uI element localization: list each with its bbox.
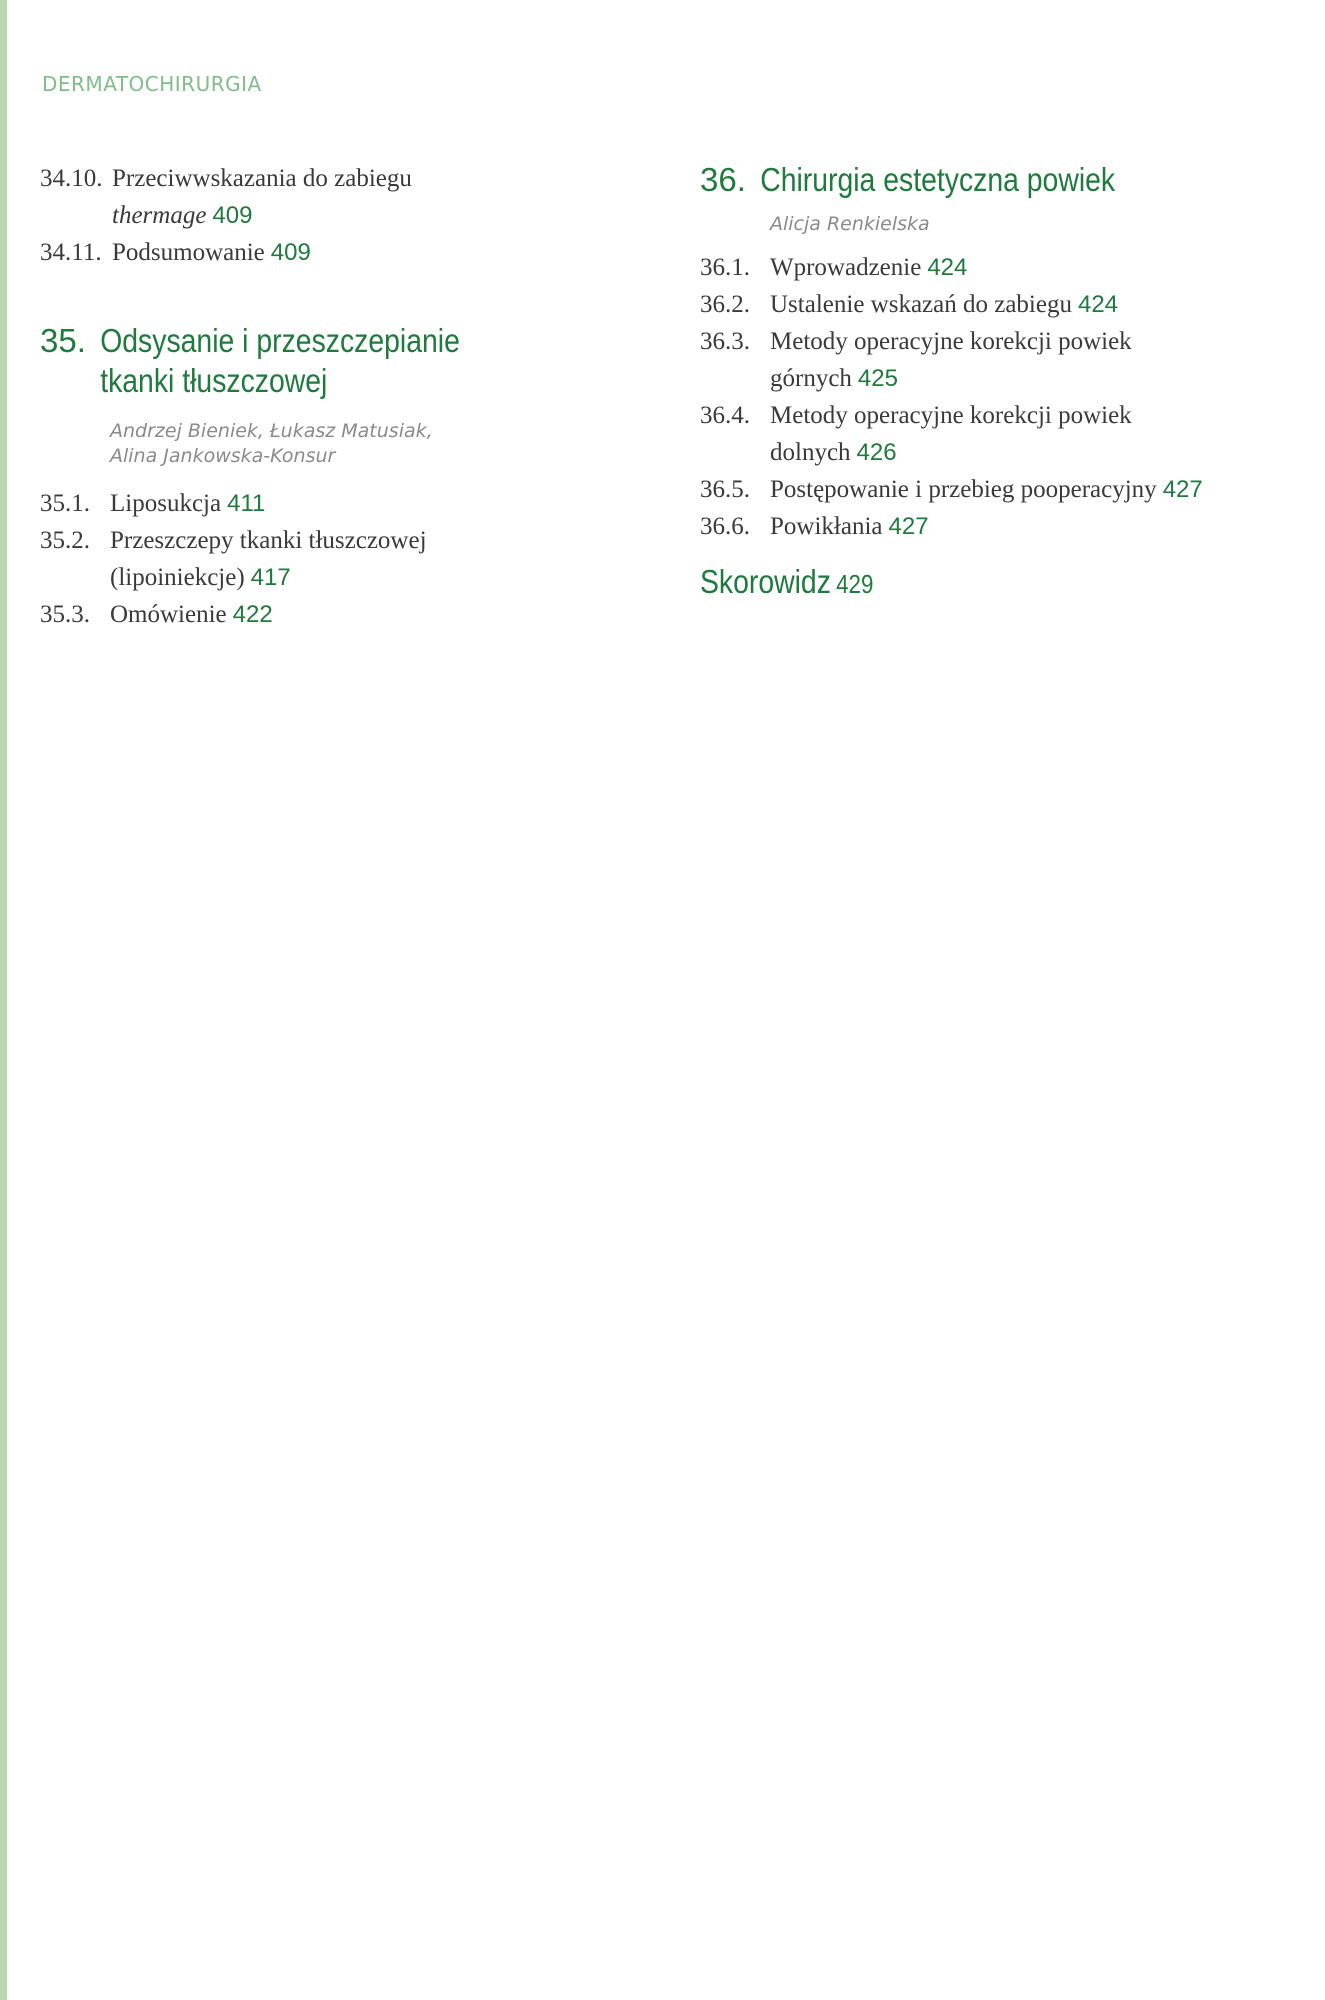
entry-page: 424	[1077, 291, 1119, 318]
entry-number: 36.4.	[700, 402, 750, 429]
toc-right-column	[700, 160, 1300, 601]
toc-entry-36-5[interactable]	[700, 471, 1300, 508]
entry-title: Przeciwwskazania do zabiegu	[112, 165, 412, 192]
entry-title: Metody operacyjne korekcji powiek	[770, 402, 1132, 429]
toc-entry-36-3[interactable]	[700, 323, 1300, 397]
entry-number: 36.6.	[700, 513, 750, 540]
chapter-title: Chirurgia estetyczna powiek	[760, 161, 1116, 198]
entry-number: 35.3.	[40, 601, 90, 628]
entry-page: 426	[856, 439, 897, 466]
chapter-number: 35.	[40, 322, 86, 359]
entry-title: Postępowanie i przebieg pooperacyjny	[770, 476, 1157, 503]
authors-line2: Alina Jankowska-Konsur	[110, 445, 336, 467]
chapter-35-heading[interactable]	[40, 321, 660, 401]
toc-entry-36-6[interactable]	[700, 508, 1300, 545]
toc-entry-35-3[interactable]	[40, 596, 660, 633]
entry-title: Liposukcja	[110, 490, 222, 517]
index-entry[interactable]	[700, 563, 1216, 601]
toc-entry-36-1[interactable]	[700, 249, 1300, 286]
toc-entry-35-2[interactable]	[40, 522, 660, 596]
entry-title: Metody operacyjne korekcji powiek	[770, 328, 1132, 355]
chapter-36-heading[interactable]	[700, 160, 1300, 200]
entry-number: 36.1.	[700, 254, 750, 281]
entry-title-cont: (lipoiniekcje)	[110, 564, 245, 591]
entry-page: 425	[857, 365, 898, 392]
toc-left-column	[40, 160, 660, 633]
running-header: DERMATOCHIRURGIA	[42, 72, 262, 96]
chapter-36-authors: Alicja Renkielska	[770, 213, 930, 235]
entry-page: 409	[212, 202, 253, 229]
entry-number: 35.1.	[40, 490, 90, 517]
entry-title: Ustalenie wskazań do zabiegu	[770, 291, 1072, 318]
entry-title: Omówienie	[110, 601, 227, 628]
entry-title-cont: thermage	[112, 202, 207, 229]
entry-title-cont: górnych	[770, 365, 852, 392]
entry-title: Powikłania	[770, 513, 883, 540]
entry-number: 34.11.	[40, 239, 102, 266]
entry-page: 424	[927, 254, 968, 281]
entry-title: Przeszczepy tkanki tłuszczowej	[110, 527, 427, 554]
entry-number: 36.3.	[700, 328, 750, 355]
entry-page: 427	[888, 513, 929, 540]
entry-number: 35.2.	[40, 527, 90, 554]
chapter-title-line2: tkanki tłuszczowej	[100, 362, 328, 399]
entry-page: 427	[1162, 476, 1203, 503]
entry-number: 34.10.	[40, 165, 103, 192]
chapter-title-line1: Odsysanie i przeszczepianie	[100, 322, 460, 359]
toc-entry-34-11[interactable]	[40, 234, 660, 271]
entry-number: 36.5.	[700, 476, 750, 503]
toc-entry-36-4[interactable]	[700, 397, 1300, 471]
toc-entry-36-2[interactable]	[700, 286, 1300, 323]
entry-number: 36.2.	[700, 291, 750, 318]
entry-title: Podsumowanie	[112, 239, 265, 266]
entry-title-cont: dolnych	[770, 439, 851, 466]
index-title: Skorowidz	[700, 563, 831, 600]
toc-entry-35-1[interactable]	[40, 485, 660, 522]
authors-line1: Andrzej Bieniek, Łukasz Matusiak,	[110, 420, 433, 442]
entry-title: Wprowadzenie	[770, 254, 922, 281]
entry-page: 417	[250, 564, 291, 591]
entry-page: 409	[270, 239, 311, 266]
index-page: 429	[836, 569, 874, 599]
entry-page: 411	[227, 490, 266, 517]
chapter-35-authors	[40, 419, 660, 469]
chapter-number: 36.	[700, 161, 746, 198]
toc-entry-34-10[interactable]	[40, 160, 660, 234]
page-edge-stripe	[0, 0, 7, 2000]
entry-page: 422	[232, 601, 273, 628]
